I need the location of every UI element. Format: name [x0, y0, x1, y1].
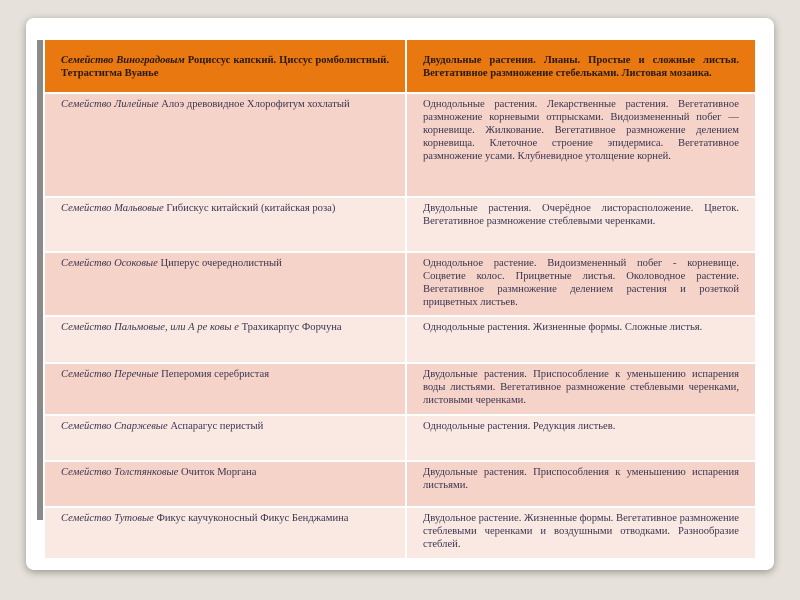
description-cell: Однодольные растения. Лекарственные растения. Вегетативное размножение корневыми отпрысками. Видоизмененный побег — корневище. Жилкование. Вегетативное размножение делением корневища. Клеточное строение эпидермиса. Вегетативное размножение усами. Клубневидное утолщение корней.: [406, 93, 756, 197]
family-name: Семейство Осоковые: [61, 258, 158, 269]
plant-names: Трахикарпус Форчуна: [241, 322, 342, 333]
family-name: Семейство Перечные: [61, 369, 159, 380]
description-cell: Однодольные растения. Жизненные формы. Сложные листья.: [406, 316, 756, 363]
family-cell: [44, 93, 406, 197]
table-row: [44, 507, 756, 559]
family-name: Семейство Пальмовые, или А ре ковы е: [61, 322, 239, 333]
description-cell: Однодольные растения. Редукция листьев.: [406, 415, 756, 461]
plant-names: Роциссус капский. Циссус ромболистный. Тетрастигма Вуанье: [61, 55, 390, 79]
table-row: [44, 363, 756, 415]
plant-names: Фикус каучуконосный Фикус Бенджамина: [156, 513, 349, 524]
table-row: [44, 461, 756, 507]
plant-names: Алоэ древовидное Хлорофитум хохлатый: [161, 99, 350, 110]
table-row: [44, 316, 756, 363]
description-cell: Двудольные растения. Очерёдное листорасположение. Цветок. Вегетативное размножение стеблевыми черенками.: [406, 197, 756, 252]
family-name: Семейство Спаржевые: [61, 421, 168, 432]
plant-families-table: [43, 38, 757, 560]
family-cell: [44, 363, 406, 415]
family-cell: [44, 197, 406, 252]
plant-names: Гибискус китайский (китайская роза): [166, 203, 336, 214]
plant-names: Пеперомия серебристая: [161, 369, 270, 380]
family-name: Семейство Тутовые: [61, 513, 154, 524]
family-cell: [44, 39, 406, 93]
family-cell: [44, 507, 406, 559]
family-name: Семейство Лилейные: [61, 99, 159, 110]
table-row: [44, 252, 756, 316]
plant-names: Циперус очереднолистный: [160, 258, 282, 269]
description-cell: Двудольные растения. Лианы. Простые и сложные листья. Вегетативное размножение стебельками. Листовая мозаика.: [406, 39, 756, 93]
family-cell: [44, 316, 406, 363]
description-cell: Двудольные растения. Приспособление к уменьшению испарения воды листьями. Вегетативное размножение стеблевыми черенками, листовыми черенками.: [406, 363, 756, 415]
family-cell: [44, 415, 406, 461]
family-cell: [44, 461, 406, 507]
description-cell: Двудольные растения. Приспособления к уменьшению испарения листьями.: [406, 461, 756, 507]
table-row: [44, 93, 756, 197]
table-header-row: [44, 39, 756, 93]
table-row: [44, 197, 756, 252]
description-cell: Двудольное растение. Жизненные формы. Вегетативное размножение стеблевыми черенками и воздушными отводками. Разнообразие стеблей.: [406, 507, 756, 559]
family-cell: [44, 252, 406, 316]
family-name: Семейство Толстянковые: [61, 467, 179, 478]
plant-names: Очиток Моргана: [181, 467, 257, 478]
table-row: [44, 415, 756, 461]
family-name: Семейство Мальвовые: [61, 203, 164, 214]
family-name: Семейство Виноградовым: [61, 55, 185, 66]
description-cell: Однодольное растение. Видоизмененный побег - корневище. Соцветие колос. Прицветные листья. Околоводное растение. Вегетативное размножение делением растения и розеткой прицветных листьев.: [406, 252, 756, 316]
plant-names: Аспарагус перистый: [170, 421, 264, 432]
